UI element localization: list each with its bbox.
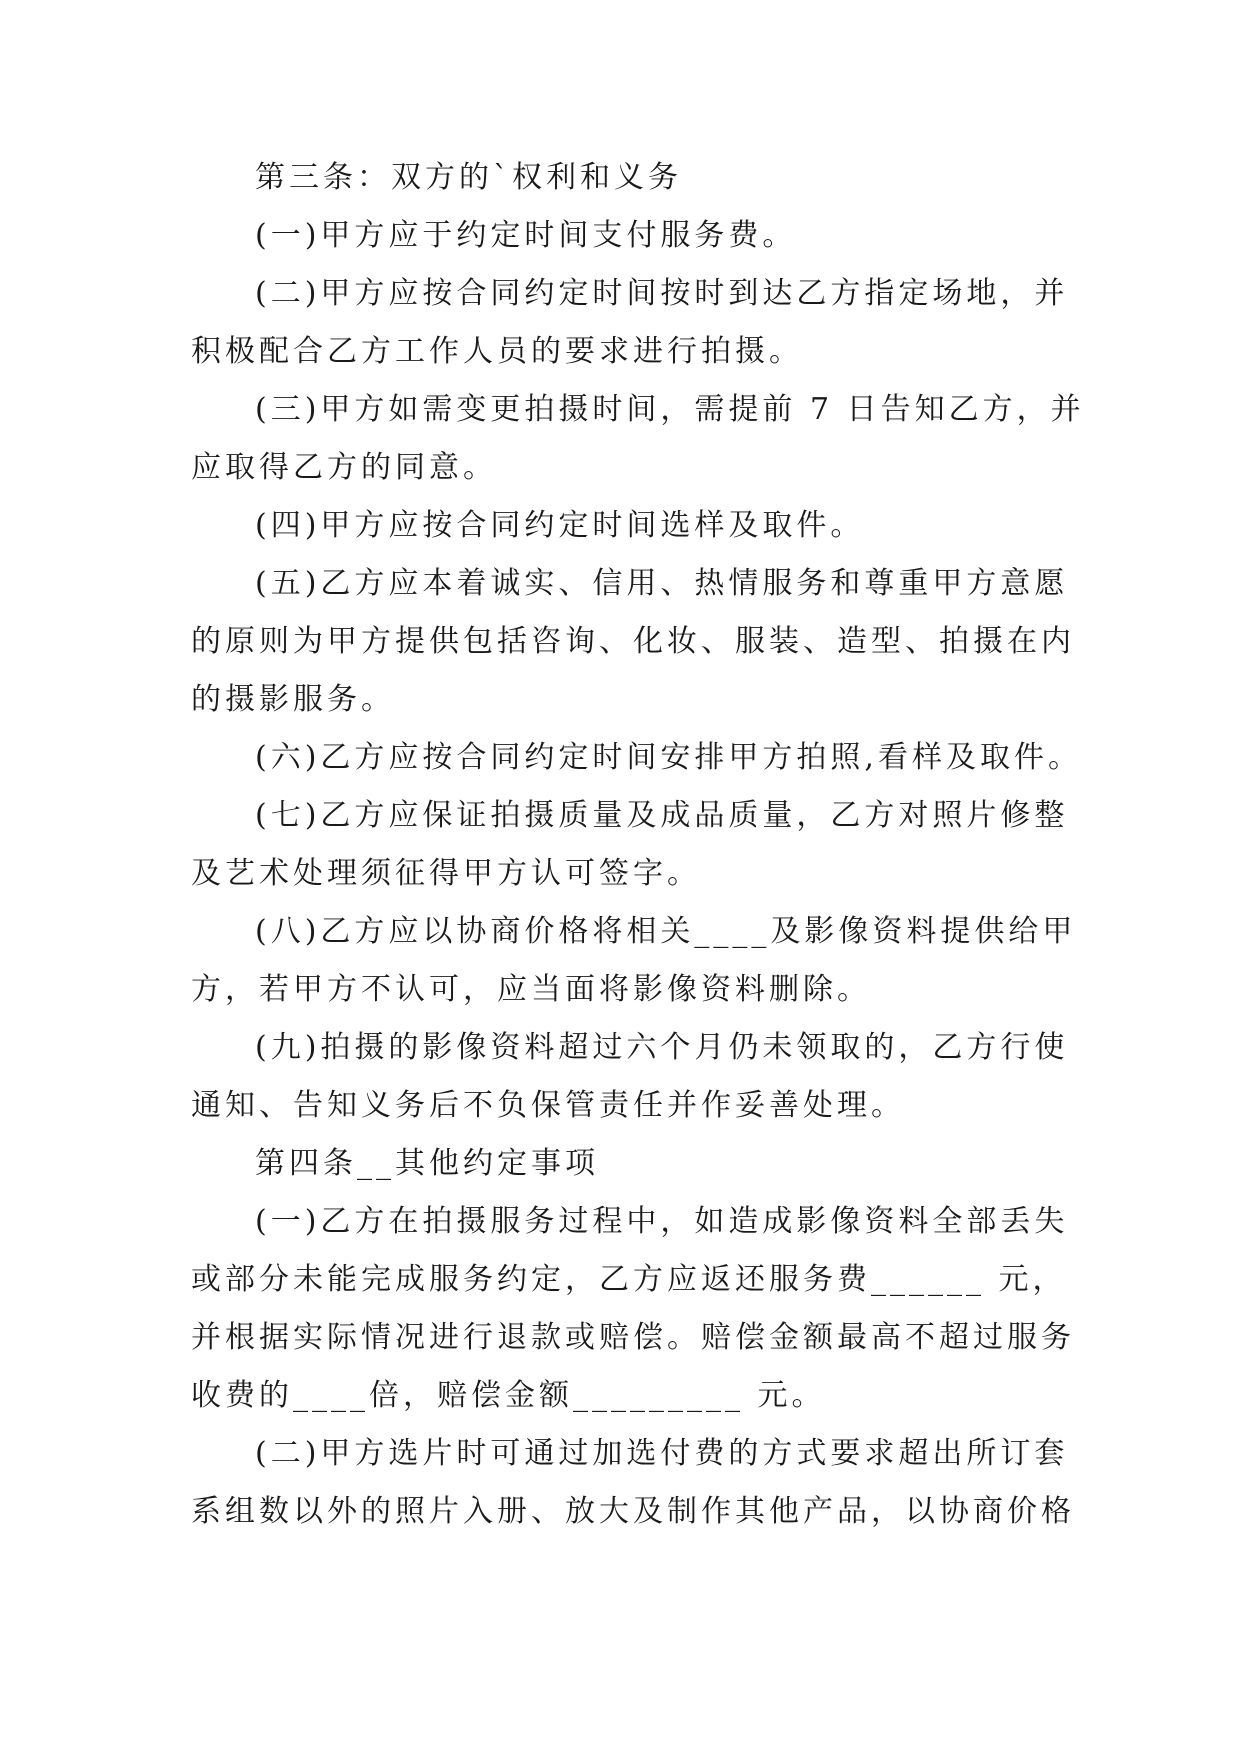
document-line: (四)甲方应按合同约定时间选样及取件。 (255, 508, 865, 543)
document-line: (八)乙方应以协商价格将相关____及影像资料提供给甲 (255, 914, 1077, 949)
document-line: (一)甲方应于约定时间支付服务费。 (255, 218, 797, 253)
document-line: 及艺术处理须征得甲方认可签字。 (191, 856, 701, 891)
document-line: 第四条__其他约定事项 (255, 1146, 599, 1181)
document-line: (六)乙方应按合同约定时间安排甲方拍照,看样及取件。 (255, 740, 1082, 775)
document-line: 系组数以外的照片入册、放大及制作其他产品，以协商价格 (191, 1494, 1075, 1529)
document-line: (七)乙方应保证拍摄质量及成品质量，乙方对照片修整 (255, 798, 1069, 833)
document-line: 通知、告知义务后不负保管责任并作妥善处理。 (191, 1088, 905, 1123)
document-line: (二)甲方应按合同约定时间按时到达乙方指定场地，并 (255, 276, 1069, 311)
document-line: 并根据实际情况进行退款或赔偿。赔偿金额最高不超过服务 (191, 1320, 1075, 1355)
document-line: (三)甲方如需变更拍摄时间，需提前 7 日告知乙方，并 (255, 392, 1085, 427)
document-line: 第三条：双方的`权利和义务 (255, 160, 682, 195)
document-line: (五)乙方应本着诚实、信用、热情服务和尊重甲方意愿 (255, 566, 1069, 601)
document-line: 的摄影服务。 (191, 682, 395, 717)
document-line: (一)乙方在拍摄服务过程中，如造成影像资料全部丢失 (255, 1204, 1069, 1239)
document-line: 应取得乙方的同意。 (191, 450, 497, 485)
document-line: 的原则为甲方提供包括咨询、化妆、服装、造型、拍摄在内 (191, 624, 1075, 659)
document-line: 方，若甲方不认可，应当面将影像资料删除。 (191, 972, 871, 1007)
document-line: (九)拍摄的影像资料超过六个月仍未领取的，乙方行使 (255, 1030, 1069, 1065)
document-body (191, 160, 1085, 1552)
document-line: 积极配合乙方工作人员的要求进行拍摄。 (191, 334, 803, 369)
document-line: 收费的____倍，赔偿金额_________ 元。 (191, 1378, 826, 1413)
document-line: 或部分未能完成服务约定，乙方应返还服务费______ 元， (191, 1262, 1067, 1297)
document-line: (二)甲方选片时可通过加选付费的方式要求超出所订套 (255, 1436, 1069, 1471)
